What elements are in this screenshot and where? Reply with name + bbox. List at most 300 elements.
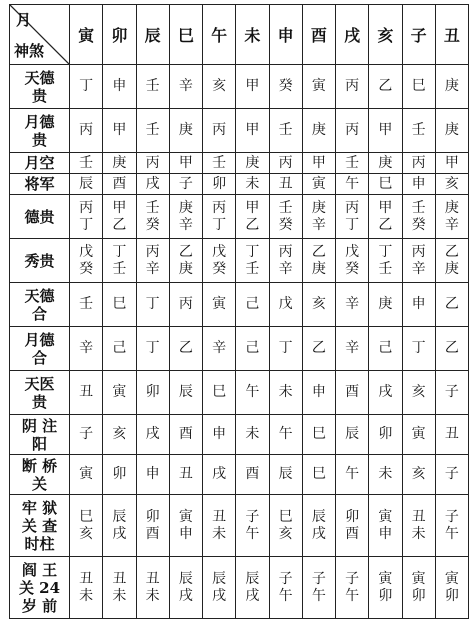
table-cell	[269, 109, 302, 153]
table-cell	[369, 174, 402, 195]
cell-value: 庚	[178, 199, 193, 216]
table-cell	[269, 153, 302, 174]
table-cell	[269, 557, 302, 619]
row-label-line: 贵	[31, 86, 47, 105]
corner-month-label: 月	[16, 11, 32, 29]
table-cell	[336, 327, 369, 371]
row-label-line: 将军	[24, 175, 55, 193]
table-cell	[103, 153, 136, 174]
cell-value: 壬	[112, 260, 127, 277]
cell-value: 子	[345, 570, 360, 587]
table-row	[10, 495, 469, 557]
table-cell	[435, 415, 468, 455]
table-cell	[70, 109, 103, 153]
cell-value: 申	[411, 175, 426, 192]
cell-value: 酉	[345, 525, 360, 542]
cell-value: 丁	[345, 216, 360, 233]
table-cell	[402, 195, 435, 239]
cell-value: 戌	[245, 587, 260, 604]
cell-value: 丙	[345, 199, 360, 216]
row-label	[10, 455, 70, 495]
table-cell	[336, 557, 369, 619]
cell-value: 庚	[178, 260, 193, 277]
table-cell	[369, 283, 402, 327]
cell-value: 庚	[311, 199, 326, 216]
table-cell	[236, 371, 269, 415]
cell-value: 乙	[444, 340, 459, 356]
cell-value: 午	[245, 525, 260, 542]
table-cell	[302, 65, 335, 109]
table-cell	[203, 455, 236, 495]
cell-value: 乙	[178, 340, 193, 356]
row-label-line: 阎 王	[21, 560, 58, 579]
table-cell	[136, 455, 169, 495]
cell-value: 甲	[112, 199, 127, 216]
cell-value: 壬	[145, 78, 160, 94]
table-cell	[369, 65, 402, 109]
row-label	[10, 495, 70, 557]
cell-value: 壬	[278, 122, 293, 138]
table-cell	[435, 195, 468, 239]
cell-value: 申	[212, 426, 227, 442]
cell-value: 寅	[411, 570, 426, 587]
table-cell	[70, 557, 103, 619]
cell-value: 申	[145, 466, 160, 482]
cell-value: 辛	[444, 216, 459, 233]
table-cell	[136, 415, 169, 455]
cell-value: 巳	[212, 384, 227, 400]
row-label-line: 关	[31, 474, 47, 493]
cell-value: 卯	[345, 508, 360, 525]
table-cell	[236, 283, 269, 327]
cell-value: 卯	[212, 175, 227, 192]
cell-value: 巳	[378, 175, 393, 192]
table-cell	[70, 495, 103, 557]
branch-header: 酉	[302, 5, 335, 65]
cell-value: 壬	[212, 154, 227, 171]
cell-value: 亥	[278, 525, 293, 542]
table-row	[10, 371, 469, 415]
table-cell	[103, 415, 136, 455]
cell-value: 午	[444, 525, 459, 542]
cell-value: 辰	[212, 570, 227, 587]
table-cell	[169, 153, 202, 174]
cell-value: 乙	[245, 216, 260, 233]
cell-value: 甲	[245, 78, 260, 94]
table-cell	[269, 327, 302, 371]
table-cell	[435, 65, 468, 109]
row-label	[10, 371, 70, 415]
table-cell	[136, 109, 169, 153]
cell-value: 未	[245, 426, 260, 442]
cell-value: 丁	[278, 340, 293, 356]
cell-value: 辛	[178, 78, 193, 94]
row-label-line: 合	[31, 304, 47, 323]
cell-value: 壬	[411, 122, 426, 138]
table-row	[10, 239, 469, 283]
table-cell	[336, 455, 369, 495]
table-cell	[402, 455, 435, 495]
cell-value: 未	[212, 525, 227, 542]
table-cell	[302, 239, 335, 283]
cell-value: 辛	[178, 216, 193, 233]
row-label-line: 天医	[24, 374, 55, 393]
cell-value: 未	[79, 587, 94, 604]
cell-value: 辛	[311, 216, 326, 233]
branch-header: 卯	[103, 5, 136, 65]
cell-value: 酉	[112, 175, 127, 192]
cell-value: 壬	[278, 199, 293, 216]
cell-value: 卯	[411, 587, 426, 604]
table-cell	[169, 327, 202, 371]
cell-value: 甲	[311, 154, 326, 171]
cell-value: 巳	[278, 508, 293, 525]
table-cell	[269, 283, 302, 327]
cell-value: 丙	[145, 154, 160, 171]
cell-value: 酉	[178, 426, 193, 442]
table-cell	[136, 557, 169, 619]
cell-value: 寅	[378, 508, 393, 525]
cell-value: 巳	[112, 296, 127, 312]
cell-value: 丁	[79, 78, 94, 94]
table-cell	[203, 283, 236, 327]
row-label	[10, 153, 70, 174]
cell-value: 巳	[311, 426, 326, 442]
table-cell	[336, 371, 369, 415]
row-label	[10, 174, 70, 195]
table-cell	[302, 327, 335, 371]
cell-value: 辛	[278, 260, 293, 277]
cell-value: 庚	[378, 296, 393, 312]
table-cell	[203, 174, 236, 195]
table-cell	[203, 557, 236, 619]
cell-value: 癸	[145, 216, 160, 233]
table-cell	[369, 557, 402, 619]
row-label-line: 贵	[31, 392, 47, 411]
cell-value: 庚	[311, 260, 326, 277]
table-row	[10, 557, 469, 619]
table-cell	[402, 65, 435, 109]
cell-value: 未	[245, 175, 260, 192]
table-cell	[402, 327, 435, 371]
table-cell	[402, 557, 435, 619]
row-label-line: 天德	[24, 286, 55, 305]
cell-value: 寅	[444, 570, 459, 587]
table-cell	[402, 371, 435, 415]
table-cell	[169, 65, 202, 109]
cell-value: 壬	[245, 260, 260, 277]
table-cell	[269, 174, 302, 195]
table-cell	[103, 557, 136, 619]
cell-value: 亥	[112, 426, 127, 442]
cell-value: 乙	[378, 216, 393, 233]
cell-value: 亥	[411, 384, 426, 400]
table-cell	[269, 65, 302, 109]
cell-value: 辛	[145, 260, 160, 277]
cell-value: 丁	[245, 243, 260, 260]
cell-value: 未	[378, 466, 393, 482]
table-cell	[435, 371, 468, 415]
table-cell	[369, 239, 402, 283]
cell-value: 壬	[345, 154, 360, 171]
table-cell	[103, 495, 136, 557]
cell-value: 辰	[278, 466, 293, 482]
cell-value: 乙	[311, 243, 326, 260]
cell-value: 戊	[278, 296, 293, 312]
cell-value: 辛	[79, 340, 94, 356]
cell-value: 亥	[311, 296, 326, 312]
table-cell	[169, 495, 202, 557]
table-cell	[336, 65, 369, 109]
row-label	[10, 195, 70, 239]
table-cell	[169, 283, 202, 327]
cell-value: 庚	[245, 154, 260, 171]
cell-value: 酉	[245, 466, 260, 482]
cell-value: 子	[311, 570, 326, 587]
cell-value: 丁	[112, 243, 127, 260]
cell-value: 午	[311, 587, 326, 604]
table-cell	[70, 283, 103, 327]
branch-header: 申	[269, 5, 302, 65]
cell-value: 丙	[345, 122, 360, 138]
cell-value: 寅	[112, 384, 127, 400]
table-cell	[402, 153, 435, 174]
cell-value: 戊	[212, 243, 227, 260]
cell-value: 子	[444, 466, 459, 482]
table-cell	[70, 153, 103, 174]
table-cell	[302, 557, 335, 619]
cell-value: 甲	[178, 154, 193, 171]
cell-value: 己	[378, 340, 393, 356]
cell-value: 壬	[79, 296, 94, 312]
table-cell	[336, 153, 369, 174]
table-row	[10, 455, 469, 495]
table-cell	[70, 371, 103, 415]
table-body	[10, 65, 469, 619]
cell-value: 丁	[411, 340, 426, 356]
cell-value: 丑	[444, 426, 459, 442]
table-cell	[236, 239, 269, 283]
cell-value: 戌	[212, 587, 227, 604]
cell-value: 戌	[311, 525, 326, 542]
header-row	[10, 5, 469, 65]
table-cell	[203, 195, 236, 239]
table-cell	[136, 65, 169, 109]
cell-value: 卯	[378, 426, 393, 442]
cell-value: 亥	[212, 78, 227, 94]
shensha-table	[9, 4, 469, 619]
row-label-line: 牢 狱	[21, 498, 58, 517]
table-cell	[269, 195, 302, 239]
table-cell	[302, 415, 335, 455]
table-cell	[302, 371, 335, 415]
cell-value: 巳	[79, 508, 94, 525]
cell-value: 乙	[444, 296, 459, 312]
table-cell	[169, 174, 202, 195]
row-label-line: 关 24	[18, 578, 61, 597]
table-cell	[169, 239, 202, 283]
cell-value: 辰	[245, 570, 260, 587]
table-cell	[369, 327, 402, 371]
row-label-line: 天德	[24, 68, 55, 87]
branch-header: 戌	[336, 5, 369, 65]
table-cell	[70, 327, 103, 371]
cell-value: 壬	[145, 199, 160, 216]
table-cell	[103, 109, 136, 153]
table-cell	[136, 195, 169, 239]
table-cell	[136, 327, 169, 371]
cell-value: 甲	[245, 122, 260, 138]
table-cell	[336, 109, 369, 153]
table-cell	[203, 495, 236, 557]
cell-value: 癸	[79, 260, 94, 277]
table-cell	[269, 495, 302, 557]
row-label-line: 时柱	[24, 534, 55, 553]
cell-value: 戊	[79, 243, 94, 260]
table-cell	[435, 495, 468, 557]
table-row	[10, 109, 469, 153]
table-cell	[169, 455, 202, 495]
cell-value: 戌	[145, 175, 160, 192]
table-cell	[369, 109, 402, 153]
table-cell	[70, 174, 103, 195]
table-cell	[302, 195, 335, 239]
cell-value: 寅	[178, 508, 193, 525]
cell-value: 子	[79, 426, 94, 442]
branch-header: 子	[402, 5, 435, 65]
cell-value: 庚	[444, 199, 459, 216]
cell-value: 庚	[444, 122, 459, 138]
row-label-line: 断 桥	[21, 456, 58, 475]
table-cell	[136, 239, 169, 283]
cell-value: 癸	[345, 260, 360, 277]
cell-value: 甲	[378, 122, 393, 138]
table-row	[10, 65, 469, 109]
cell-value: 午	[345, 587, 360, 604]
cell-value: 壬	[79, 154, 94, 171]
row-label	[10, 239, 70, 283]
table-cell	[369, 153, 402, 174]
cell-value: 丑	[212, 508, 227, 525]
cell-value: 戌	[145, 426, 160, 442]
table-cell	[402, 495, 435, 557]
table-cell	[269, 371, 302, 415]
cell-value: 丑	[178, 466, 193, 482]
cell-value: 卯	[145, 508, 160, 525]
table-row	[10, 153, 469, 174]
branch-header: 午	[203, 5, 236, 65]
table-cell	[369, 415, 402, 455]
cell-value: 乙	[178, 243, 193, 260]
cell-value: 丙	[79, 199, 94, 216]
cell-value: 卯	[145, 384, 160, 400]
table-cell	[435, 109, 468, 153]
cell-value: 丑	[411, 508, 426, 525]
table-cell	[402, 415, 435, 455]
branch-header: 丑	[435, 5, 468, 65]
cell-value: 庚	[112, 154, 127, 171]
table-cell	[302, 455, 335, 495]
cell-value: 丁	[378, 243, 393, 260]
cell-value: 辛	[411, 260, 426, 277]
cell-value: 丙	[278, 243, 293, 260]
table-cell	[70, 415, 103, 455]
table-cell	[103, 455, 136, 495]
cell-value: 辰	[311, 508, 326, 525]
cell-value: 寅	[378, 570, 393, 587]
cell-value: 甲	[245, 199, 260, 216]
table-cell	[70, 455, 103, 495]
cell-value: 丁	[79, 216, 94, 233]
row-label-line: 阳	[31, 434, 47, 453]
cell-value: 辛	[345, 340, 360, 356]
cell-value: 申	[411, 296, 426, 312]
cell-value: 巳	[311, 466, 326, 482]
table-cell	[103, 371, 136, 415]
cell-value: 乙	[378, 78, 393, 94]
table-cell	[103, 174, 136, 195]
row-label-line: 关 查	[21, 516, 58, 535]
cell-value: 己	[245, 296, 260, 312]
table-cell	[435, 557, 468, 619]
cell-value: 寅	[311, 78, 326, 94]
branch-header: 巳	[169, 5, 202, 65]
row-label	[10, 557, 70, 619]
cell-value: 庚	[178, 122, 193, 138]
cell-value: 午	[345, 466, 360, 482]
row-label-line: 秀贵	[24, 251, 55, 270]
row-label-line: 月德	[24, 112, 55, 131]
cell-value: 丙	[79, 122, 94, 138]
branch-header: 亥	[369, 5, 402, 65]
cell-value: 庚	[444, 260, 459, 277]
row-label-line: 月德	[24, 330, 55, 349]
row-label-line: 合	[31, 348, 47, 367]
table-cell	[103, 283, 136, 327]
cell-value: 丙	[145, 243, 160, 260]
table-cell	[369, 455, 402, 495]
table-cell	[336, 415, 369, 455]
cell-value: 未	[411, 525, 426, 542]
cell-value: 己	[112, 340, 127, 356]
table-cell	[236, 557, 269, 619]
cell-value: 丑	[278, 175, 293, 192]
branch-header: 寅	[70, 5, 103, 65]
cell-value: 戌	[378, 384, 393, 400]
table-cell	[70, 65, 103, 109]
row-label-line: 阴 注	[21, 416, 58, 435]
cell-value: 辰	[112, 508, 127, 525]
table-cell	[369, 495, 402, 557]
table-cell	[203, 65, 236, 109]
table-cell	[203, 415, 236, 455]
cell-value: 己	[245, 340, 260, 356]
table-cell	[70, 239, 103, 283]
cell-value: 丑	[112, 570, 127, 587]
table-cell	[402, 109, 435, 153]
table-cell	[402, 239, 435, 283]
cell-value: 丙	[411, 243, 426, 260]
cell-value: 子	[444, 384, 459, 400]
cell-value: 丑	[145, 570, 160, 587]
table-cell	[302, 283, 335, 327]
table-cell	[369, 371, 402, 415]
cell-value: 子	[278, 570, 293, 587]
table-cell	[203, 239, 236, 283]
cell-value: 未	[145, 587, 160, 604]
cell-value: 辰	[178, 570, 193, 587]
table-cell	[169, 195, 202, 239]
